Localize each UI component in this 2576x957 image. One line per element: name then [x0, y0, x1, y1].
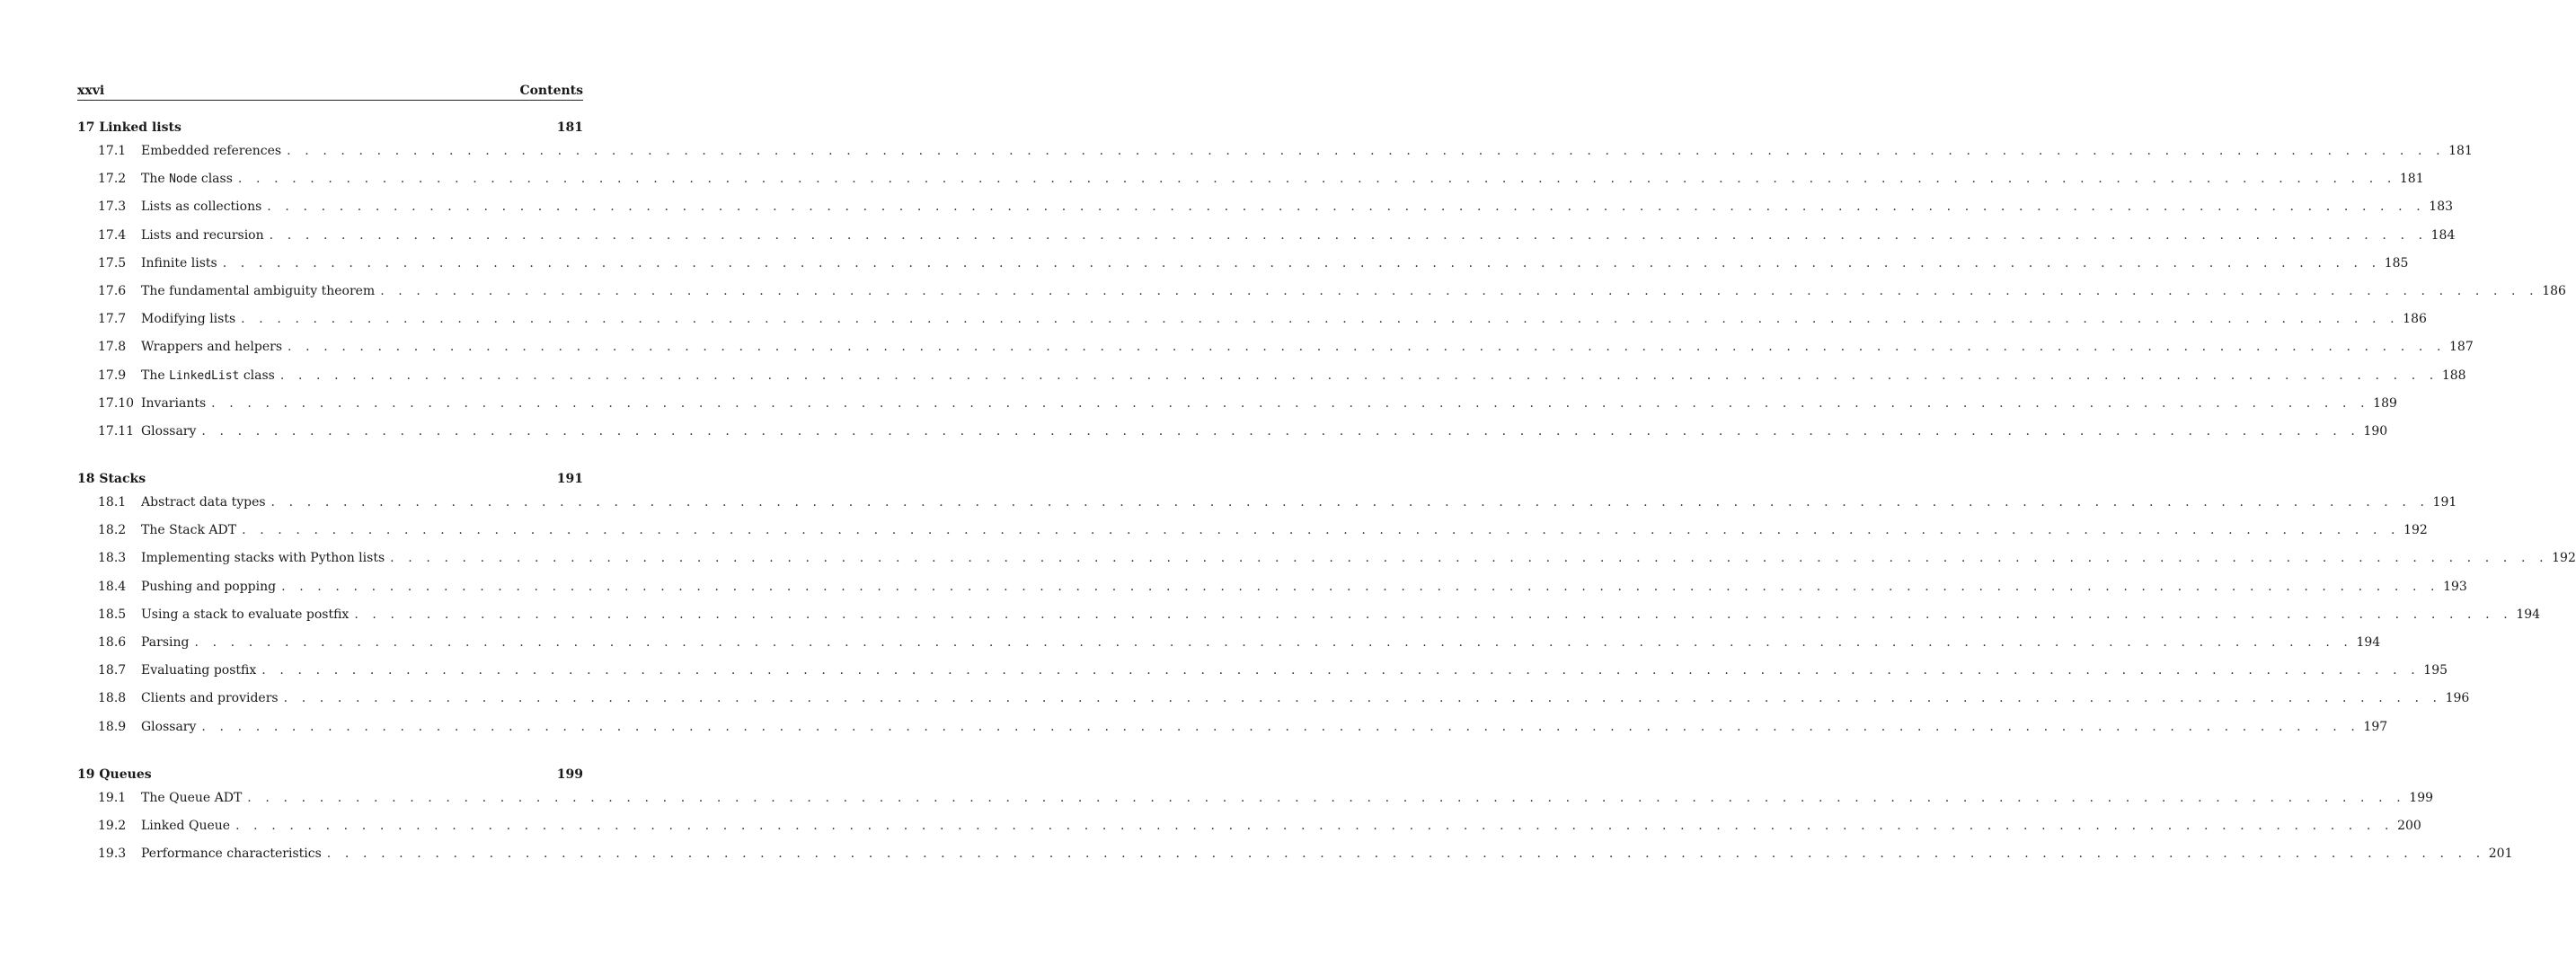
entry-line — [141, 573, 2467, 601]
section-number: 18.3 — [98, 551, 127, 566]
section-page: 193 — [2443, 579, 2467, 594]
entry-line — [141, 489, 2457, 517]
section-title-suffix: class — [239, 368, 275, 383]
toc-entry[interactable] — [77, 840, 2513, 868]
dot-leader: . . . . . . . . . . . . . . . . . . . . . . . . . . . . . . . . . . . . . . . . . . . . . . . . . . . . . . . . . . . . . . . . . . . . . . . . . . . . . . . . . . . . . . . . . . . . . . . . . . . . . . . . . . . . . . . . . . . . . . . . — [241, 312, 2400, 327]
toc-entry[interactable] — [77, 250, 2409, 278]
section-page: 190 — [2363, 423, 2388, 439]
section-page: 200 — [2397, 818, 2421, 833]
section-label: Contents — [519, 84, 583, 98]
section-number: 17.3 — [98, 199, 127, 215]
section-title-suffix: class — [197, 172, 233, 187]
dot-leader: . . . . . . . . . . . . . . . . . . . . . . . . . . . . . . . . . . . . . . . . . . . . . . . . . . . . . . . . . . . . . . . . . . . . . . . . . . . . . . . . . . . . . . . . . . . . . . . . . . . . . . . . . . . . . . . . . . . . . . . . — [288, 340, 2447, 355]
dot-leader: . . . . . . . . . . . . . . . . . . . . . . . . . . . . . . . . . . . . . . . . . . . . . . . . . . . . . . . . . . . . . . . . . . . . . . . . . . . . . . . . . . . . . . . . . . . . . . . . . . . . . . . . . . . . . . . . . . . . . . . . — [247, 790, 2406, 805]
entry-line — [141, 657, 2448, 685]
section-number: 18.4 — [98, 579, 127, 594]
entry-line — [141, 784, 2434, 812]
section-page: 189 — [2373, 395, 2397, 411]
section-title: Invariants — [141, 395, 207, 411]
dot-leader: . . . . . . . . . . . . . . . . . . . . . . . . . . . . . . . . . . . . . . . . . . . . . . . . . . . . . . . . . . . . . . . . . . . . . . . . . . . . . . . . . . . . . . . . . . . . . . . . . . . . . . . . . . . . . . . . . . . . . . . . — [283, 691, 2442, 706]
toc-entry[interactable] — [77, 517, 2428, 545]
table-of-contents — [77, 119, 2576, 868]
toc-entry[interactable] — [77, 222, 2456, 250]
section-page: 192 — [2403, 523, 2428, 538]
section-title: The fundamental ambiguity theorem — [141, 283, 376, 298]
entry-line — [141, 685, 2470, 713]
section-title: Implementing stacks with Python lists — [141, 551, 385, 566]
entry-line — [141, 517, 2428, 545]
section-page: 195 — [2423, 663, 2448, 678]
section-number: 18.8 — [98, 691, 127, 706]
dot-leader: . . . . . . . . . . . . . . . . . . . . . . . . . . . . . . . . . . . . . . . . . . . . . . . . . . . . . . . . . . . . . . . . . . . . . . . . . . . . . . . . . . . . . . . . . . . . . . . . . . . . . . . . . . . . . . . . . . . . . . . . — [194, 635, 2353, 650]
toc-entry[interactable] — [77, 545, 2576, 572]
section-title: Glossary — [141, 423, 197, 439]
toc-entry[interactable] — [77, 573, 2467, 601]
dot-leader: . . . . . . . . . . . . . . . . . . . . . . . . . . . . . . . . . . . . . . . . . . . . . . . . . . . . . . . . . . . . . . . . . . . . . . . . . . . . . . . . . . . . . . . . . . . . . . . . . . . . . . . . . . . . . . . . . . . . . . . . — [287, 144, 2446, 158]
entry-line — [141, 390, 2397, 418]
running-head — [77, 84, 583, 101]
page-label: xxvi — [77, 84, 105, 98]
toc-entry[interactable] — [77, 629, 2381, 657]
section-title: Parsing — [141, 635, 190, 650]
section-title: Clients and providers — [141, 691, 279, 706]
toc-entry[interactable] — [77, 193, 2454, 221]
section-title: Pushing and popping — [141, 579, 277, 594]
dot-leader: . . . . . . . . . . . . . . . . . . . . . . . . . . . . . . . . . . . . . . . . . . . . . . . . . . . . . . . . . . . . . . . . . . . . . . . . . . . . . . . . . . . . . . . . . . . . . . . . . . . . . . . . . . . . . . . . . . . . . . . . — [281, 579, 2440, 594]
entry-line — [141, 137, 2473, 165]
section-title: Linked Queue — [141, 818, 231, 833]
entry-line — [141, 629, 2381, 657]
section-title: Glossary — [141, 719, 197, 734]
section-number: 18.5 — [98, 607, 127, 622]
chapter-page: 181 — [556, 120, 583, 135]
section-page: 184 — [2430, 227, 2456, 243]
toc-entry[interactable] — [77, 278, 2566, 306]
section-page: 196 — [2445, 691, 2470, 706]
section-title: The Queue ADT — [141, 790, 243, 805]
section-page: 185 — [2384, 255, 2409, 270]
section-page: 187 — [2449, 340, 2474, 355]
dot-leader: . . . . . . . . . . . . . . . . . . . . . . . . . . . . . . . . . . . . . . . . . . . . . . . . . . . . . . . . . . . . . . . . . . . . . . . . . . . . . . . . . . . . . . . . . . . . . . . . . . . . . . . . . . . . . . . . . . . . . . . . — [242, 523, 2401, 538]
toc-page — [77, 84, 2576, 868]
dot-leader: . . . . . . . . . . . . . . . . . . . . . . . . . . . . . . . . . . . . . . . . . . . . . . . . . . . . . . . . . . . . . . . . . . . . . . . . . . . . . . . . . . . . . . . . . . . . . . . . . . . . . . . . . . . . . . . . . . . . . . . . — [270, 495, 2430, 510]
section-number: 17.6 — [98, 283, 127, 298]
toc-entry[interactable] — [77, 685, 2470, 713]
section-title: Evaluating postfix — [141, 663, 257, 678]
section-number: 17.4 — [98, 227, 127, 243]
toc-entry[interactable] — [77, 306, 2427, 333]
section-title-code: LinkedList — [169, 368, 240, 383]
toc-entry[interactable] — [77, 713, 2388, 741]
toc-entry[interactable] — [77, 362, 2466, 390]
section-title: Lists as collections — [141, 199, 262, 215]
section-page: 191 — [2432, 495, 2457, 510]
section-page: 186 — [2542, 283, 2566, 298]
section-page: 181 — [2448, 144, 2473, 158]
section-number: 17.5 — [98, 255, 127, 270]
section-number: 18.9 — [98, 719, 127, 734]
section-title: Lists and recursion — [141, 227, 264, 243]
entry-line — [141, 333, 2474, 361]
entry-line — [141, 362, 2466, 390]
dot-leader: . . . . . . . . . . . . . . . . . . . . . . . . . . . . . . . . . . . . . . . . . . . . . . . . . . . . . . . . . . . . . . . . . . . . . . . . . . . . . . . . . . . . . . . . . . . . . . . . . . . . . . . . . . . . . . . . . . . . . . . . — [261, 663, 2421, 678]
dot-leader: . . . . . . . . . . . . . . . . . . . . . . . . . . . . . . . . . . . . . . . . . . . . . . . . . . . . . . . . . . . . . . . . . . . . . . . . . . . . . . . . . . . . . . . . . . . . . . . . . . . . . . . . . . . . . . . . . . . . . . . . — [237, 172, 2396, 187]
section-number: 18.6 — [98, 635, 127, 650]
section-title-prefix: The — [141, 172, 170, 187]
chapter-title: 19 Queues — [77, 766, 152, 782]
section-number: 18.2 — [98, 523, 127, 538]
section-title — [141, 362, 280, 390]
section-page: 181 — [2399, 172, 2424, 187]
toc-entry[interactable] — [77, 333, 2474, 361]
toc-entry[interactable] — [77, 784, 2434, 812]
section-number: 19.1 — [98, 790, 127, 805]
chapter-heading[interactable] — [77, 470, 583, 488]
dot-leader: . . . . . . . . . . . . . . . . . . . . . . . . . . . . . . . . . . . . . . . . . . . . . . . . . . . . . . . . . . . . . . . . . . . . . . . . . . . . . . . . . . . . . . . . . . . . . . . . . . . . . . . . . . . . . . . . . . . . . . . . — [201, 423, 2360, 439]
dot-leader: . . . . . . . . . . . . . . . . . . . . . . . . . . . . . . . . . . . . . . . . . . . . . . . . . . . . . . . . . . . . . . . . . . . . . . . . . . . . . . . . . . . . . . . . . . . . . . . . . . . . . . . . . . . . . . . . . . . . . . . . — [326, 846, 2485, 862]
section-title: Using a stack to evaluate postfix — [141, 607, 350, 622]
section-page: 197 — [2363, 719, 2388, 734]
section-title — [141, 165, 238, 193]
section-page: 188 — [2441, 368, 2466, 383]
section-number: 19.3 — [98, 846, 127, 862]
dot-leader: . . . . . . . . . . . . . . . . . . . . . . . . . . . . . . . . . . . . . . . . . . . . . . . . . . . . . . . . . . . . . . . . . . . . . . . . . . . . . . . . . . . . . . . . . . . . . . . . . . . . . . . . . . . . . . . . . . . . . . . . — [390, 551, 2549, 566]
chapter-title: 17 Linked lists — [77, 120, 181, 135]
section-number: 17.11 — [98, 423, 135, 439]
entry-line — [141, 545, 2576, 572]
toc-entry[interactable] — [77, 812, 2421, 840]
toc-entry[interactable] — [77, 137, 2473, 165]
entry-line — [141, 306, 2427, 333]
toc-entry[interactable] — [77, 165, 2424, 193]
section-page: 194 — [2516, 607, 2541, 622]
toc-entry[interactable] — [77, 489, 2457, 517]
entry-line — [141, 278, 2566, 306]
section-page: 194 — [2356, 635, 2381, 650]
dot-leader: . . . . . . . . . . . . . . . . . . . . . . . . . . . . . . . . . . . . . . . . . . . . . . . . . . . . . . . . . . . . . . . . . . . . . . . . . . . . . . . . . . . . . . . . . . . . . . . . . . . . . . . . . . . . . . . . . . . . . . . . — [354, 607, 2513, 622]
section-title: Abstract data types — [141, 495, 266, 510]
section-number: 17.1 — [98, 144, 127, 158]
chapter-heading[interactable] — [77, 766, 583, 784]
entry-line — [141, 840, 2513, 868]
section-number: 18.7 — [98, 663, 127, 678]
section-number: 19.2 — [98, 818, 127, 833]
section-title: Wrappers and helpers — [141, 340, 283, 355]
section-title-code: Node — [169, 173, 198, 187]
dot-leader: . . . . . . . . . . . . . . . . . . . . . . . . . . . . . . . . . . . . . . . . . . . . . . . . . . . . . . . . . . . . . . . . . . . . . . . . . . . . . . . . . . . . . . . . . . . . . . . . . . . . . . . . . . . . . . . . . . . . . . . . — [269, 227, 2428, 243]
entry-line — [141, 418, 2388, 446]
entry-line — [141, 812, 2421, 840]
toc-entry[interactable] — [77, 390, 2397, 418]
dot-leader: . . . . . . . . . . . . . . . . . . . . . . . . . . . . . . . . . . . . . . . . . . . . . . . . . . . . . . . . . . . . . . . . . . . . . . . . . . . . . . . . . . . . . . . . . . . . . . . . . . . . . . . . . . . . . . . . . . . . . . . . — [235, 818, 2395, 833]
section-page: 199 — [2409, 790, 2434, 805]
section-title: Performance characteristics — [141, 846, 322, 862]
section-number: 17.8 — [98, 340, 127, 355]
dot-leader: . . . . . . . . . . . . . . . . . . . . . . . . . . . . . . . . . . . . . . . . . . . . . . . . . . . . . . . . . . . . . . . . . . . . . . . . . . . . . . . . . . . . . . . . . . . . . . . . . . . . . . . . . . . . . . . . . . . . . . . . — [267, 199, 2426, 215]
entry-line — [141, 165, 2424, 193]
section-page: 183 — [2429, 199, 2454, 215]
section-page: 192 — [2552, 551, 2576, 566]
toc-entry[interactable] — [77, 601, 2541, 629]
section-number: 17.9 — [98, 368, 127, 383]
section-number: 17.7 — [98, 312, 127, 327]
entry-line — [141, 193, 2454, 221]
entry-line — [141, 250, 2409, 278]
section-page: 186 — [2403, 312, 2427, 327]
dot-leader: . . . . . . . . . . . . . . . . . . . . . . . . . . . . . . . . . . . . . . . . . . . . . . . . . . . . . . . . . . . . . . . . . . . . . . . . . . . . . . . . . . . . . . . . . . . . . . . . . . . . . . . . . . . . . . . . . . . . . . . . — [222, 255, 2381, 270]
section-title: Infinite lists — [141, 255, 217, 270]
chapter-title: 18 Stacks — [77, 472, 146, 487]
chapter-page: 199 — [556, 766, 583, 782]
chapter-page: 191 — [556, 472, 583, 487]
entry-line — [141, 713, 2388, 741]
toc-entry[interactable] — [77, 418, 2388, 446]
section-number: 18.1 — [98, 495, 127, 510]
entry-line — [141, 601, 2541, 629]
section-title: Embedded references — [141, 144, 282, 158]
toc-entry[interactable] — [77, 657, 2448, 685]
dot-leader: . . . . . . . . . . . . . . . . . . . . . . . . . . . . . . . . . . . . . . . . . . . . . . . . . . . . . . . . . . . . . . . . . . . . . . . . . . . . . . . . . . . . . . . . . . . . . . . . . . . . . . . . . . . . . . . . . . . . . . . . — [279, 368, 2439, 383]
section-number: 17.10 — [98, 395, 135, 411]
section-title: Modifying lists — [141, 312, 236, 327]
dot-leader: . . . . . . . . . . . . . . . . . . . . . . . . . . . . . . . . . . . . . . . . . . . . . . . . . . . . . . . . . . . . . . . . . . . . . . . . . . . . . . . . . . . . . . . . . . . . . . . . . . . . . . . . . . . . . . . . . . . . . . . . — [201, 719, 2360, 734]
entry-line — [141, 222, 2456, 250]
chapter-heading[interactable] — [77, 119, 583, 137]
section-title: The Stack ADT — [141, 523, 237, 538]
section-number: 17.2 — [98, 172, 127, 187]
dot-leader: . . . . . . . . . . . . . . . . . . . . . . . . . . . . . . . . . . . . . . . . . . . . . . . . . . . . . . . . . . . . . . . . . . . . . . . . . . . . . . . . . . . . . . . . . . . . . . . . . . . . . . . . . . . . . . . . . . . . . . . . — [211, 395, 2370, 411]
dot-leader: . . . . . . . . . . . . . . . . . . . . . . . . . . . . . . . . . . . . . . . . . . . . . . . . . . . . . . . . . . . . . . . . . . . . . . . . . . . . . . . . . . . . . . . . . . . . . . . . . . . . . . . . . . . . . . . . . . . . . . . . — [380, 283, 2539, 298]
section-title-prefix: The — [141, 368, 170, 383]
section-page: 201 — [2488, 846, 2513, 862]
